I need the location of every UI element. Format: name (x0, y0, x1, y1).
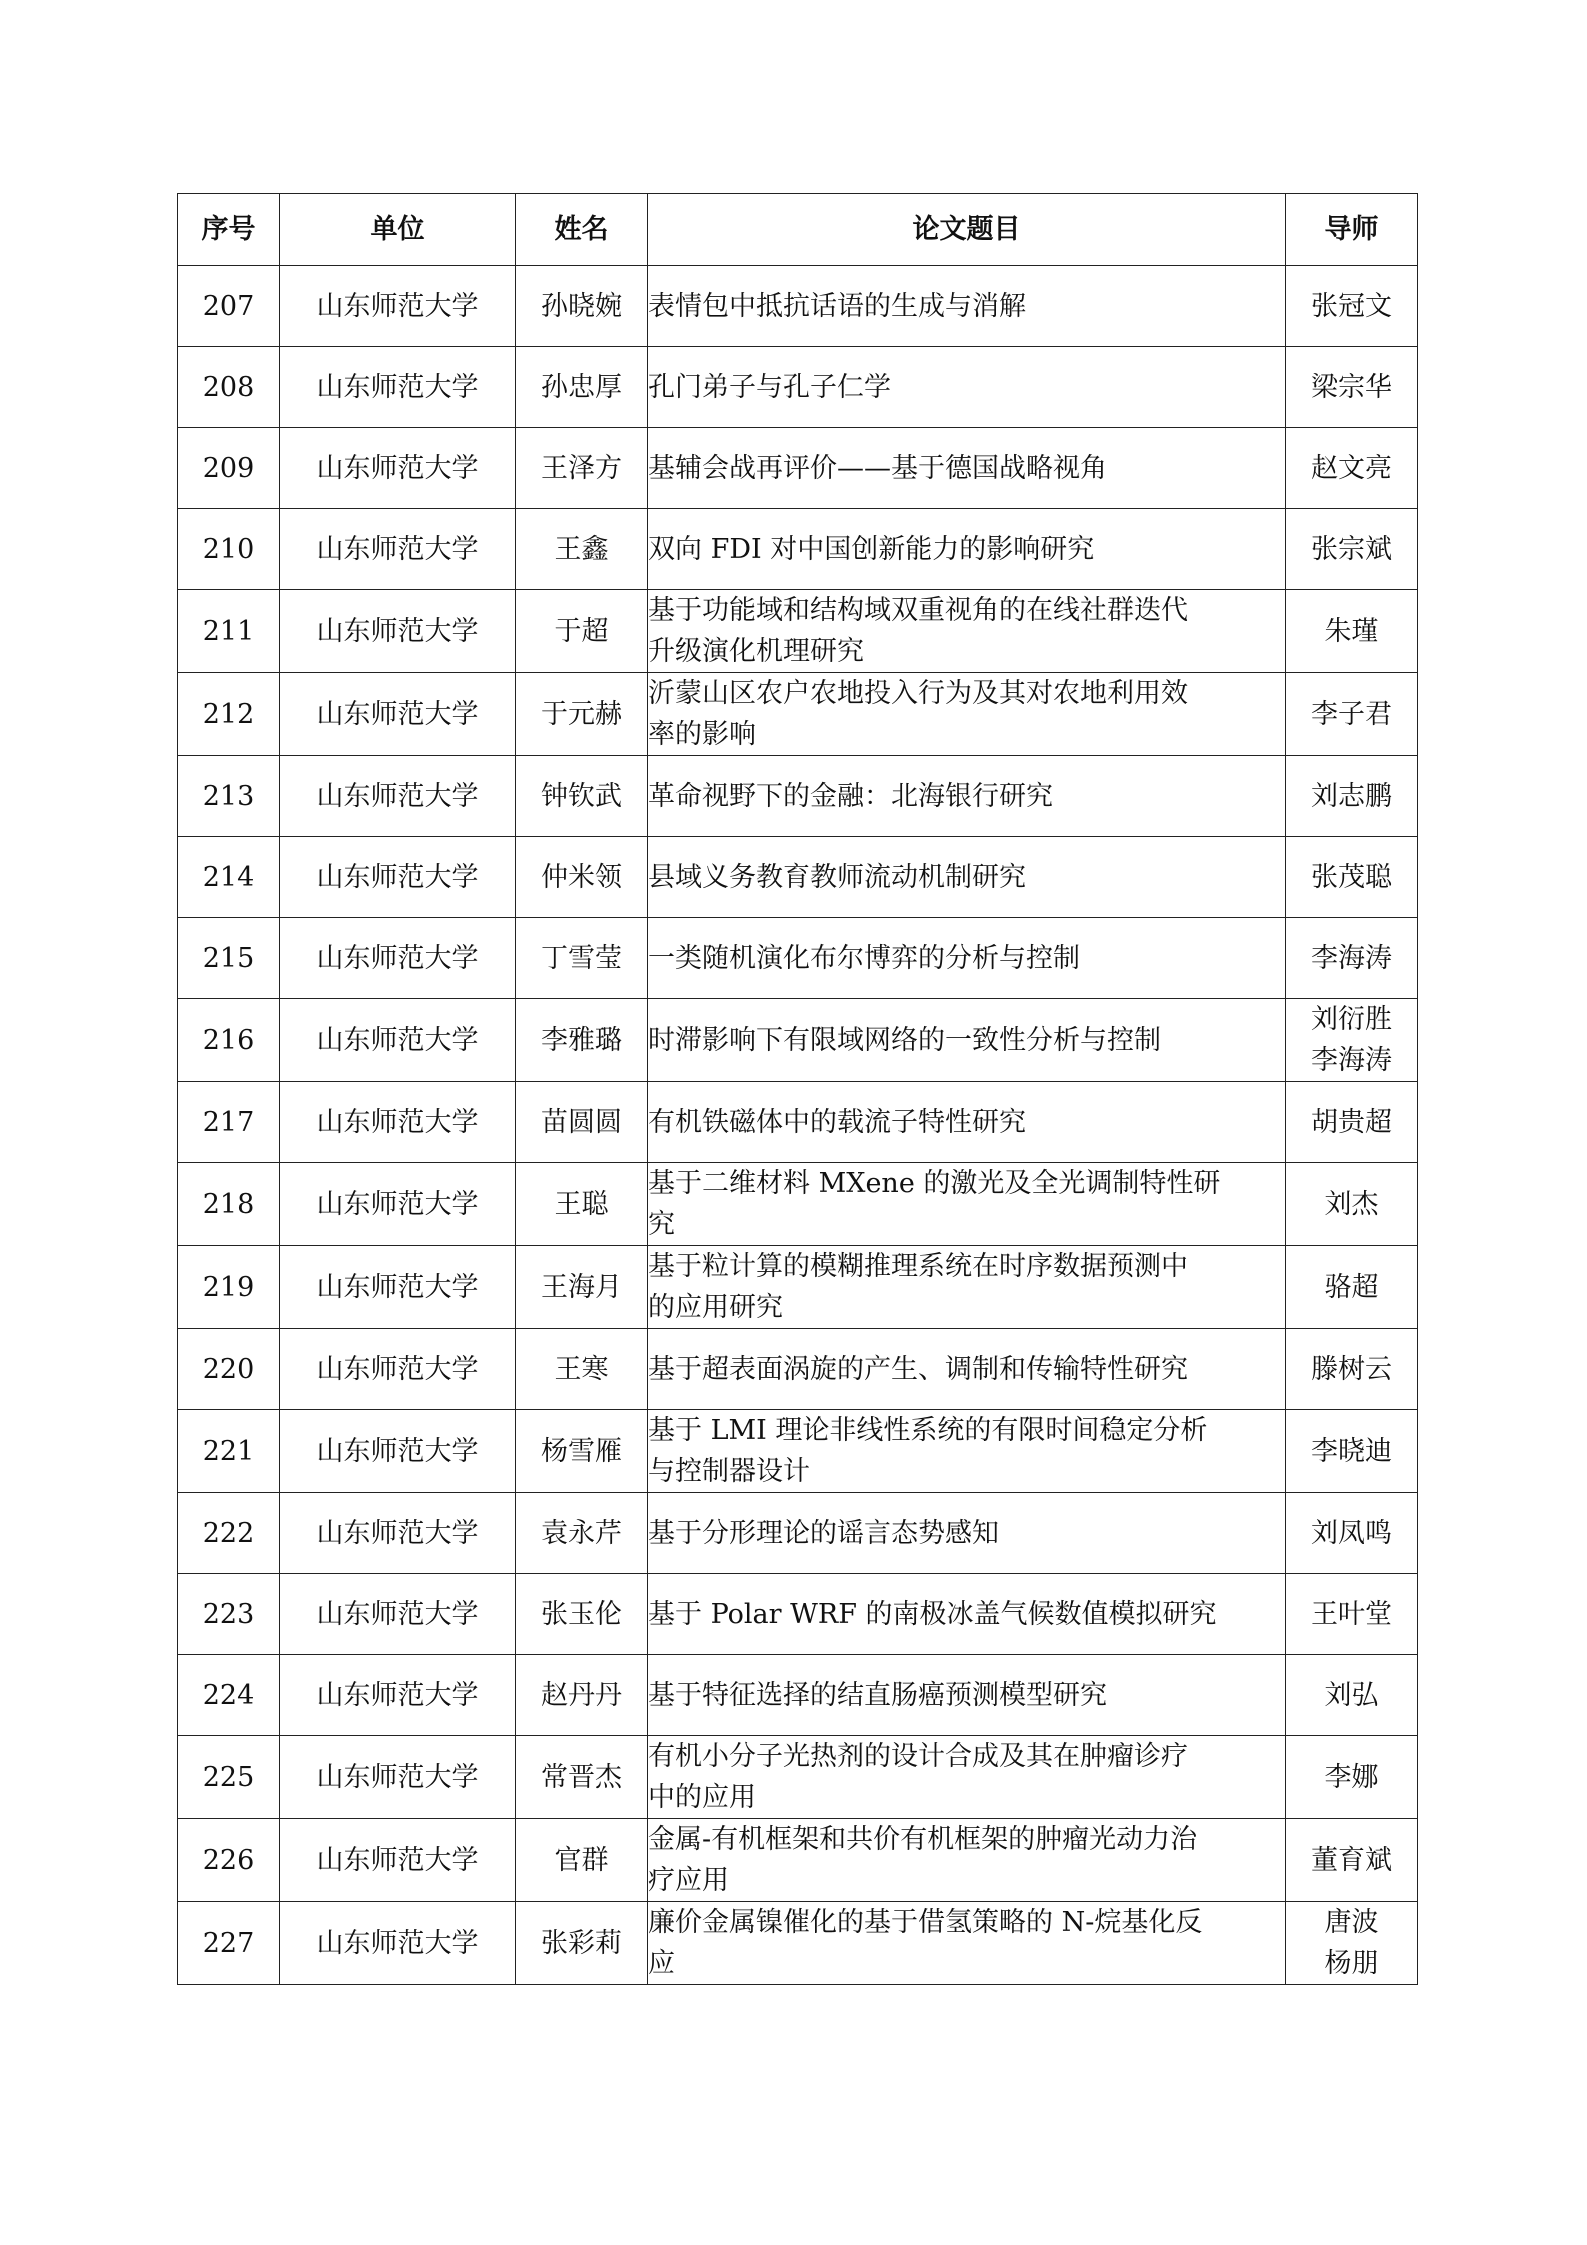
name-cell: 官群 (516, 1819, 648, 1902)
unit-cell: 山东师范大学 (280, 673, 516, 756)
unit-cell: 山东师范大学 (280, 428, 516, 509)
unit-cell: 山东师范大学 (280, 1736, 516, 1819)
title-cell (648, 1736, 1286, 1819)
name-cell: 赵丹丹 (516, 1655, 648, 1736)
unit-cell: 山东师范大学 (280, 1574, 516, 1655)
advisor-cell (1286, 1819, 1418, 1902)
table-row (178, 266, 1418, 347)
advisor-cell (1286, 1082, 1418, 1163)
seq-cell: 222 (178, 1493, 280, 1574)
title-cell (648, 1655, 1286, 1736)
table-row (178, 1574, 1418, 1655)
name-cell: 仲米领 (516, 837, 648, 918)
seq-cell: 224 (178, 1655, 280, 1736)
unit-cell: 山东师范大学 (280, 756, 516, 837)
title-cell (648, 837, 1286, 918)
table-row (178, 1493, 1418, 1574)
unit-cell: 山东师范大学 (280, 509, 516, 590)
advisor-name: 滕树云 (1311, 1353, 1392, 1385)
advisor-cell (1286, 673, 1418, 756)
title-line: 基于功能域和结构域双重视角的在线社群迭代 (648, 595, 1188, 626)
title-line: 金属-有机框架和共价有机框架的肿瘤光动力治 (648, 1824, 1198, 1855)
name-cell: 丁雪莹 (516, 918, 648, 999)
unit-cell: 山东师范大学 (280, 1082, 516, 1163)
title-line: 究 (648, 1209, 675, 1240)
table-row (178, 1902, 1418, 1985)
name-cell: 李雅璐 (516, 999, 648, 1082)
advisor-cell (1286, 266, 1418, 347)
title-line: 基于分形理论的谣言态势感知 (648, 1517, 999, 1549)
advisor-name: 张宗斌 (1311, 533, 1392, 565)
title-line: 基于超表面涡旋的产生、调制和传输特性研究 (648, 1353, 1188, 1385)
title-line: 基于 LMI 理论非线性系统的有限时间稳定分析 (648, 1415, 1208, 1446)
seq-cell: 213 (178, 756, 280, 837)
advisor-cell (1286, 1163, 1418, 1246)
table-row (178, 428, 1418, 509)
advisor-cell (1286, 1736, 1418, 1819)
seq-cell: 220 (178, 1329, 280, 1410)
title-cell (648, 918, 1286, 999)
title-line: 廉价金属镍催化的基于借氢策略的 N-烷基化反 (648, 1907, 1203, 1938)
seq-cell: 208 (178, 347, 280, 428)
header-title: 论文题目 (648, 194, 1286, 266)
name-cell: 杨雪雁 (516, 1410, 648, 1493)
unit-cell: 山东师范大学 (280, 918, 516, 999)
header-seq: 序号 (178, 194, 280, 266)
advisor-cell (1286, 999, 1418, 1082)
advisor-name: 杨朋 (1324, 1948, 1379, 1979)
advisor-name: 张茂聪 (1311, 861, 1392, 893)
advisor-name: 李海涛 (1311, 1045, 1392, 1076)
advisor-name: 骆超 (1324, 1271, 1379, 1303)
unit-cell: 山东师范大学 (280, 1819, 516, 1902)
unit-cell: 山东师范大学 (280, 590, 516, 673)
seq-cell: 217 (178, 1082, 280, 1163)
name-cell: 袁永芹 (516, 1493, 648, 1574)
advisor-cell (1286, 1902, 1418, 1985)
advisor-name: 李娜 (1324, 1761, 1379, 1793)
table-row (178, 1246, 1418, 1329)
unit-cell: 山东师范大学 (280, 1493, 516, 1574)
title-line: 基于二维材料 MXene 的激光及全光调制特性研 (648, 1168, 1221, 1199)
advisor-name: 刘凤鸣 (1311, 1517, 1392, 1549)
seq-cell: 227 (178, 1902, 280, 1985)
title-line: 升级演化机理研究 (648, 636, 864, 667)
table-row (178, 999, 1418, 1082)
table-row (178, 673, 1418, 756)
title-line: 基辅会战再评价——基于德国战略视角 (648, 452, 1107, 484)
unit-cell: 山东师范大学 (280, 1410, 516, 1493)
title-cell (648, 509, 1286, 590)
seq-cell: 210 (178, 509, 280, 590)
table-row (178, 1329, 1418, 1410)
seq-cell: 212 (178, 673, 280, 756)
advisor-cell (1286, 918, 1418, 999)
title-cell (648, 1082, 1286, 1163)
title-line: 沂蒙山区农户农地投入行为及其对农地利用效 (648, 678, 1188, 709)
advisor-cell (1286, 509, 1418, 590)
name-cell: 于元赫 (516, 673, 648, 756)
name-cell: 王泽方 (516, 428, 648, 509)
name-cell: 常晋杰 (516, 1736, 648, 1819)
title-cell (648, 590, 1286, 673)
title-cell (648, 347, 1286, 428)
advisor-name: 王叶堂 (1311, 1598, 1392, 1630)
title-line: 率的影响 (648, 719, 756, 750)
table-row (178, 509, 1418, 590)
advisor-cell (1286, 347, 1418, 428)
name-cell: 王寒 (516, 1329, 648, 1410)
advisor-name: 李子君 (1311, 698, 1392, 730)
name-cell: 孙忠厚 (516, 347, 648, 428)
title-line: 一类随机演化布尔博弈的分析与控制 (648, 942, 1080, 974)
unit-cell: 山东师范大学 (280, 1655, 516, 1736)
table-row (178, 590, 1418, 673)
advisor-cell (1286, 590, 1418, 673)
table-row (178, 1819, 1418, 1902)
title-line: 双向 FDI 对中国创新能力的影响研究 (648, 533, 1095, 565)
title-cell (648, 1819, 1286, 1902)
seq-cell: 211 (178, 590, 280, 673)
advisor-name: 张冠文 (1311, 290, 1392, 322)
name-cell: 王聪 (516, 1163, 648, 1246)
table-row (178, 1082, 1418, 1163)
table-row (178, 347, 1418, 428)
advisor-name: 刘弘 (1324, 1679, 1379, 1711)
title-line: 时滞影响下有限域网络的一致性分析与控制 (648, 1024, 1161, 1056)
header-row (178, 194, 1418, 266)
seq-cell: 214 (178, 837, 280, 918)
header-name: 姓名 (516, 194, 648, 266)
advisor-name: 胡贵超 (1311, 1106, 1392, 1138)
table-row (178, 1655, 1418, 1736)
name-cell: 王海月 (516, 1246, 648, 1329)
title-cell (648, 673, 1286, 756)
seq-cell: 216 (178, 999, 280, 1082)
title-cell (648, 999, 1286, 1082)
table-body (178, 266, 1418, 1985)
thesis-list-table (177, 193, 1418, 1985)
title-line: 中的应用 (648, 1782, 756, 1813)
name-cell: 于超 (516, 590, 648, 673)
seq-cell: 223 (178, 1574, 280, 1655)
advisor-cell (1286, 428, 1418, 509)
title-cell (648, 1902, 1286, 1985)
unit-cell: 山东师范大学 (280, 999, 516, 1082)
title-line: 有机铁磁体中的载流子特性研究 (648, 1106, 1026, 1138)
advisor-name: 唐波 (1324, 1907, 1379, 1938)
seq-cell: 209 (178, 428, 280, 509)
unit-cell: 山东师范大学 (280, 837, 516, 918)
title-line: 应 (648, 1948, 675, 1979)
title-line: 与控制器设计 (648, 1456, 810, 1487)
name-cell: 孙晓婉 (516, 266, 648, 347)
title-cell (648, 428, 1286, 509)
name-cell: 张彩莉 (516, 1902, 648, 1985)
title-cell (648, 1329, 1286, 1410)
unit-cell: 山东师范大学 (280, 266, 516, 347)
seq-cell: 226 (178, 1819, 280, 1902)
title-cell (648, 1163, 1286, 1246)
advisor-cell (1286, 1493, 1418, 1574)
advisor-cell (1286, 1246, 1418, 1329)
title-line: 孔门弟子与孔子仁学 (648, 371, 891, 403)
name-cell: 苗圆圆 (516, 1082, 648, 1163)
advisor-cell (1286, 756, 1418, 837)
name-cell: 张玉伦 (516, 1574, 648, 1655)
advisor-name: 刘志鹏 (1311, 780, 1392, 812)
unit-cell: 山东师范大学 (280, 1246, 516, 1329)
unit-cell: 山东师范大学 (280, 1329, 516, 1410)
seq-cell: 221 (178, 1410, 280, 1493)
title-cell (648, 266, 1286, 347)
unit-cell: 山东师范大学 (280, 1163, 516, 1246)
unit-cell: 山东师范大学 (280, 347, 516, 428)
table-row (178, 1410, 1418, 1493)
advisor-name: 赵文亮 (1311, 452, 1392, 484)
advisor-cell (1286, 1655, 1418, 1736)
name-cell: 王鑫 (516, 509, 648, 590)
table-row (178, 1736, 1418, 1819)
title-line: 表情包中抵抗话语的生成与消解 (648, 290, 1026, 322)
title-line: 革命视野下的金融：北海银行研究 (648, 780, 1053, 812)
advisor-name: 李海涛 (1311, 942, 1392, 974)
title-cell (648, 1574, 1286, 1655)
title-cell (648, 756, 1286, 837)
title-line: 基于粒计算的模糊推理系统在时序数据预测中 (648, 1251, 1188, 1282)
advisor-cell (1286, 1410, 1418, 1493)
seq-cell: 215 (178, 918, 280, 999)
table-row (178, 756, 1418, 837)
advisor-name: 朱瑾 (1324, 615, 1379, 647)
header-unit: 单位 (280, 194, 516, 266)
name-cell: 钟钦武 (516, 756, 648, 837)
table-header (178, 194, 1418, 266)
title-line: 县域义务教育教师流动机制研究 (648, 861, 1026, 893)
title-line: 有机小分子光热剂的设计合成及其在肿瘤诊疗 (648, 1741, 1188, 1772)
advisor-name: 李晓迪 (1311, 1435, 1392, 1467)
unit-cell: 山东师范大学 (280, 1902, 516, 1985)
title-line: 疗应用 (648, 1865, 729, 1896)
advisor-name: 刘衍胜 (1311, 1004, 1392, 1035)
seq-cell: 225 (178, 1736, 280, 1819)
title-line: 的应用研究 (648, 1292, 783, 1323)
advisor-name: 刘杰 (1324, 1188, 1379, 1220)
advisor-name: 董育斌 (1311, 1844, 1392, 1876)
advisor-cell (1286, 1574, 1418, 1655)
title-cell (648, 1493, 1286, 1574)
seq-cell: 219 (178, 1246, 280, 1329)
title-line: 基于 Polar WRF 的南极冰盖气候数值模拟研究 (648, 1598, 1217, 1630)
table-row (178, 918, 1418, 999)
seq-cell: 218 (178, 1163, 280, 1246)
title-cell (648, 1410, 1286, 1493)
advisor-name: 梁宗华 (1311, 371, 1392, 403)
title-line: 基于特征选择的结直肠癌预测模型研究 (648, 1679, 1107, 1711)
advisor-cell (1286, 837, 1418, 918)
seq-cell: 207 (178, 266, 280, 347)
table-row (178, 837, 1418, 918)
title-cell (648, 1246, 1286, 1329)
advisor-cell (1286, 1329, 1418, 1410)
table-row (178, 1163, 1418, 1246)
header-advisor: 导师 (1286, 194, 1418, 266)
